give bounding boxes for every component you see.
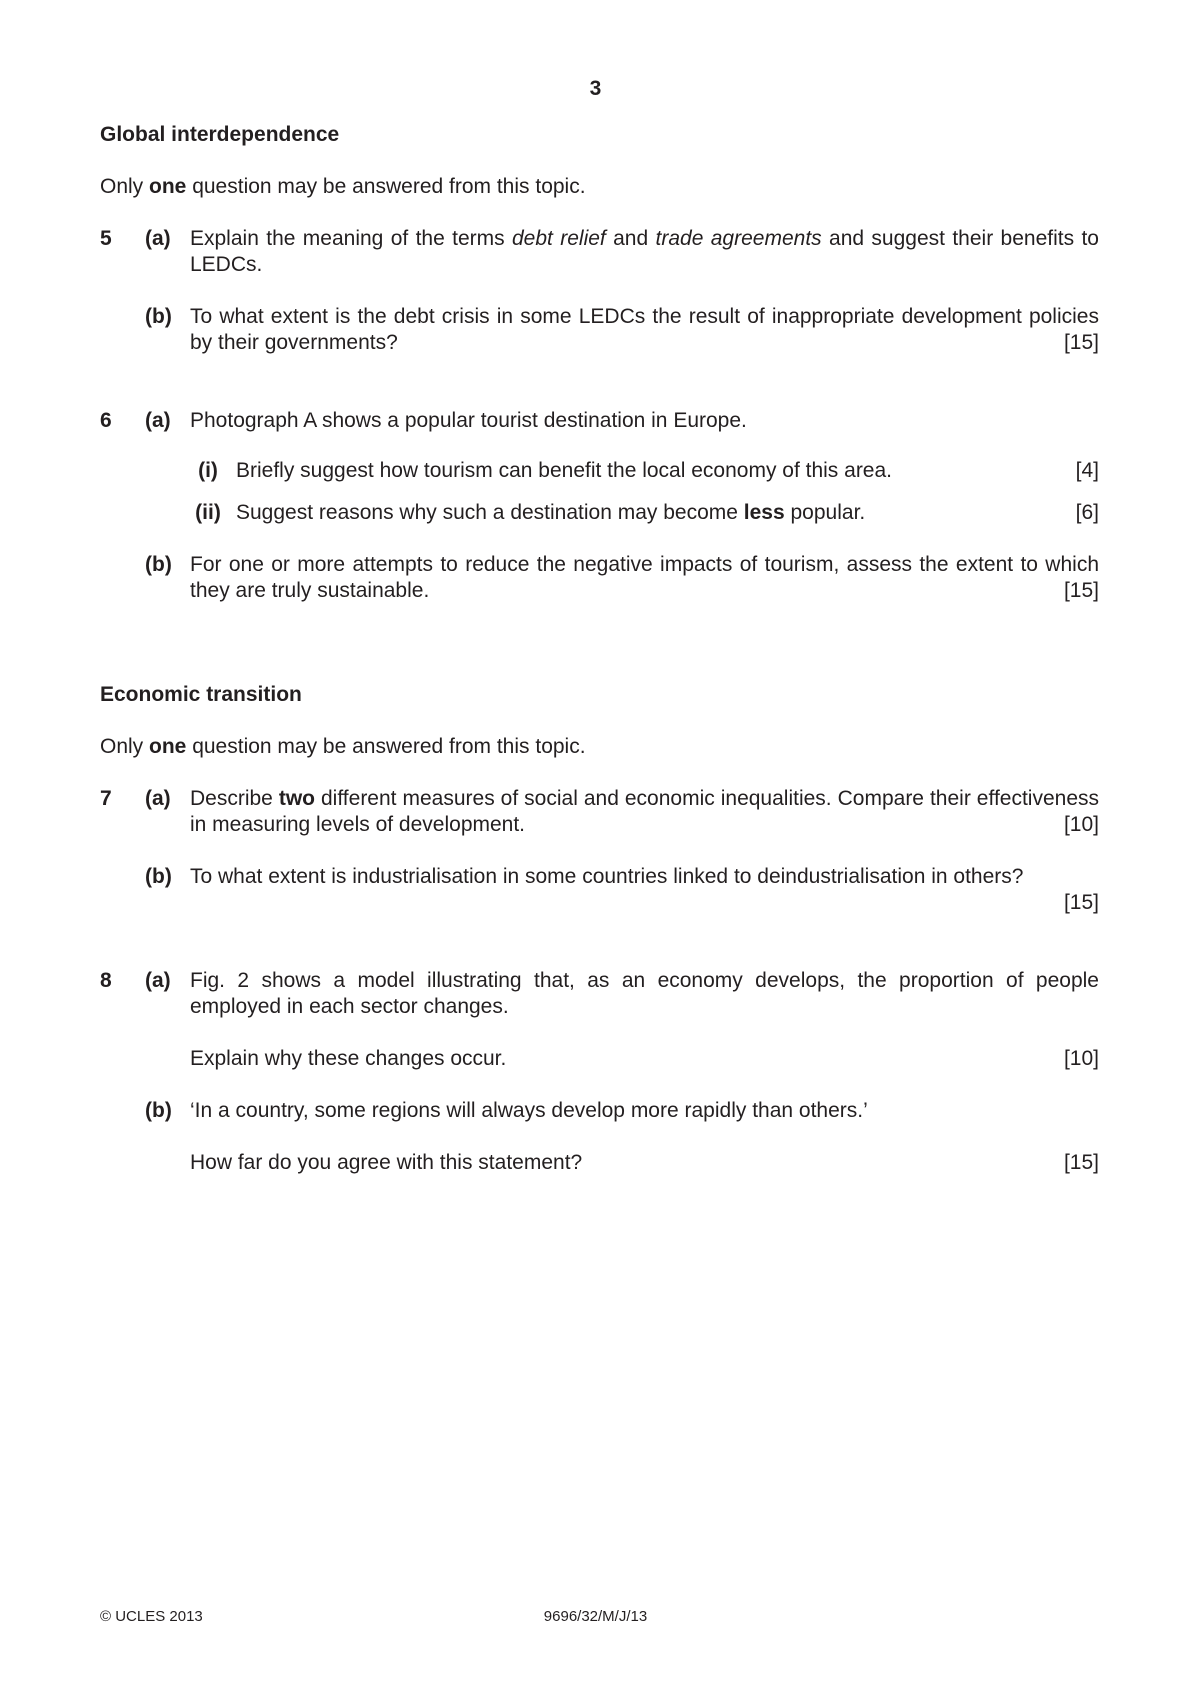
marks: [15] — [1063, 579, 1099, 602]
question-number: 6 — [100, 409, 112, 432]
part-label: (b) — [145, 1099, 172, 1122]
question-8b — [100, 1098, 1099, 1176]
question-number: 7 — [100, 787, 112, 810]
question-7b — [100, 864, 1099, 916]
part-label: (a) — [145, 227, 171, 250]
marks: [15] — [1063, 1151, 1099, 1174]
part-text: Explain why these changes occur. [10] — [190, 1047, 1099, 1070]
question-8a — [100, 968, 1099, 1072]
part-label: (b) — [145, 553, 172, 576]
instruction-text: Only — [100, 735, 150, 758]
part-text: Explain the meaning of the terms debt relief and trade agreements and suggest their benefits to LEDCs. — [190, 227, 1099, 276]
part-text: Photograph A shows a popular tourist destination in Europe. — [190, 409, 747, 432]
footer-copyright: © UCLES 2013 — [100, 1608, 203, 1625]
subpart-label: (ii) — [195, 501, 221, 524]
question-number: 8 — [100, 969, 112, 992]
topic-instruction-global — [100, 174, 1099, 200]
topic-heading-economic: Economic transition — [100, 683, 302, 706]
part-label: (a) — [145, 409, 171, 432]
part-label: (a) — [145, 787, 171, 810]
question-6a — [100, 408, 1099, 526]
part-text: Describe two different measures of social and economic inequalities. Compare their effectiveness in measuring levels of development. [10] — [190, 787, 1099, 836]
marks: [6] — [1075, 501, 1099, 524]
part-text: To what extent is industrialisation in some countries linked to deindustrialisation in others? — [190, 865, 1024, 888]
subpart-text: Suggest reasons why such a destination may become less popular. [6] — [236, 501, 1099, 524]
question-6 — [100, 408, 1099, 604]
marks: [15] — [1063, 891, 1099, 914]
question-6b — [100, 552, 1099, 604]
question-7a — [100, 786, 1099, 838]
question-5a — [100, 226, 1099, 278]
exam-content — [100, 122, 1099, 1202]
question-6a-i — [190, 458, 1099, 484]
part-label: (a) — [145, 969, 171, 992]
footer-paper-code: 9696/32/M/J/13 — [543, 1608, 648, 1625]
instruction-text: question may be answered from this topic. — [186, 175, 586, 198]
instruction-text: question may be answered from this topic. — [186, 735, 586, 758]
question-6a-ii — [190, 500, 1099, 526]
part-text: How far do you agree with this statement? [15] — [190, 1151, 1099, 1174]
question-number: 5 — [100, 227, 112, 250]
topic-heading-global: Global interdependence — [100, 123, 340, 146]
question-5 — [100, 226, 1099, 356]
part-text: Fig. 2 shows a model illustrating that, as an economy develops, the proportion of people employed in each sector changes. — [190, 969, 1099, 1018]
marks: [15] — [1063, 331, 1099, 354]
part-label: (b) — [145, 305, 172, 328]
marks: [10] — [1063, 813, 1099, 836]
question-8 — [100, 968, 1099, 1176]
subpart-text: Briefly suggest how tourism can benefit the local economy of this area. [4] — [236, 459, 1099, 482]
instruction-emphasis: one — [149, 175, 187, 198]
question-5b — [100, 304, 1099, 356]
marks: [10] — [1063, 1047, 1099, 1070]
question-7 — [100, 786, 1099, 916]
part-text: ‘In a country, some regions will always develop more rapidly than others.’ — [190, 1099, 868, 1122]
instruction-emphasis: one — [149, 735, 187, 758]
page-number: 3 — [589, 77, 602, 100]
part-text: For one or more attempts to reduce the negative impacts of tourism, assess the extent to which they are truly sustainable. [15] — [190, 553, 1099, 602]
subpart-label: (i) — [198, 459, 218, 482]
instruction-text: Only — [100, 175, 150, 198]
marks: [4] — [1075, 459, 1099, 482]
topic-instruction-economic — [100, 734, 1099, 760]
part-label: (b) — [145, 865, 172, 888]
part-text: To what extent is the debt crisis in some LEDCs the result of inappropriate development policies by their governments? [15] — [190, 305, 1099, 354]
